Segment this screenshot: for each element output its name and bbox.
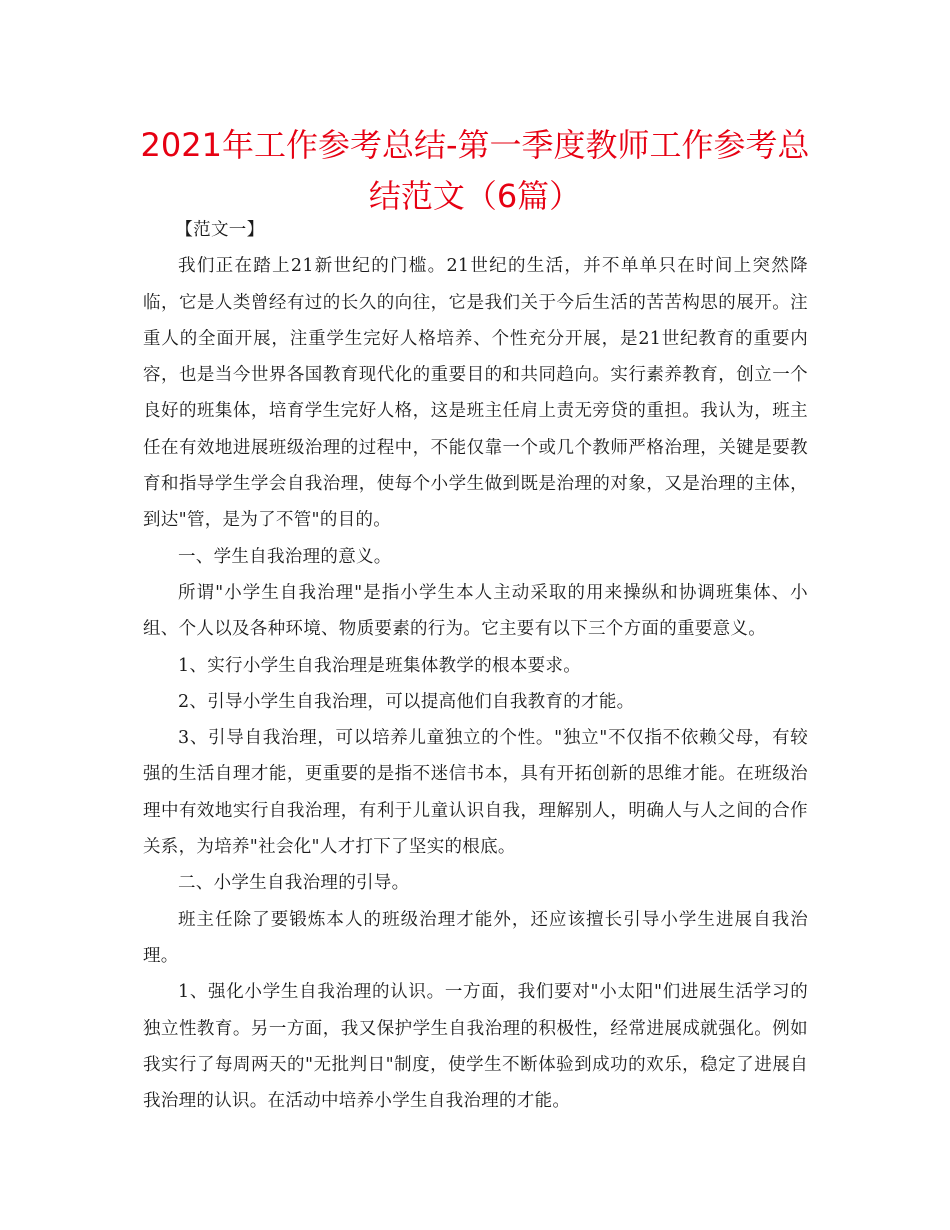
document-body — [143, 212, 808, 1119]
title-line-2: 结范文（6篇） — [368, 177, 582, 215]
list-item-1: 1、实行小学生自我治理是班集体教学的根本要求。 — [178, 655, 582, 676]
heading-guidance: 二、小学生自我治理的引导。 — [178, 873, 410, 894]
document-title — [130, 120, 820, 222]
paragraph-intro: 我们正在踏上21新世纪的门槛。21世纪的生活，并不单单只在时间上突然降临，它是人类曾经有过的长久的向往，它是我们关于今后生活的苦苦构思的展开。注重人的全面开展，注重学生完好人格培养、个性充分开展，是21世纪教育的重要内容，也是当今世界各国教育现代化的重要目的和共同趋向。实行素养教育，创立一个良好的班集体，培育学生完好人格，这是班主任肩上责无旁贷的重担。我认为，班主任在有效地进展班级治理的过程中，不能仅靠一个或几个教师严格治理，关键是要教育和指导学生学会自我治理，使每个小学生做到既是治理的对象，又是治理的主体，到达"管，是为了不管"的目的。 — [143, 256, 808, 531]
section-label: 【范文一】 — [175, 220, 265, 240]
title-line-1: 2021年工作参考总结-第一季度教师工作参考总 — [140, 126, 810, 164]
paragraph-definition: 所谓"小学生自我治理"是指小学生本人主动采取的用来操纵和协调班集体、小组、个人以及各种环境、物质要素的行为。它主要有以下三个方面的重要意义。 — [143, 582, 808, 640]
list-item-3: 3、引导自我治理，可以培养儿童独立的个性。"独立"不仅指不依赖父母，有较强的生活自理才能，更重要的是指不迷信书本，具有开拓创新的思维才能。在班级治理中有效地实行自我治理，有利于儿童认识自我，理解别人，明确人与人之间的合作关系，为培养"社会化"人才打下了坚实的根底。 — [143, 728, 808, 858]
paragraph-guidance: 班主任除了要锻炼本人的班级治理才能外，还应该擅长引导小学生进展自我治理。 — [143, 909, 808, 966]
list-item-2: 2、引导小学生自我治理，可以提高他们自我教育的才能。 — [178, 691, 635, 712]
list-item-guidance-1: 1、强化小学生自我治理的认识。一方面，我们要对"小太阳"们进展生活学习的独立性教育。另一方面，我又保护学生自我治理的积极性，经常进展成就强化。例如我实行了每周两天的"无批判日"制度，使学生不断体验到成功的欢乐，稳定了进展自我治理的认识。在活动中培养小学生自我治理的才能。 — [143, 982, 808, 1112]
heading-significance: 一、学生自我治理的意义。 — [178, 546, 392, 567]
